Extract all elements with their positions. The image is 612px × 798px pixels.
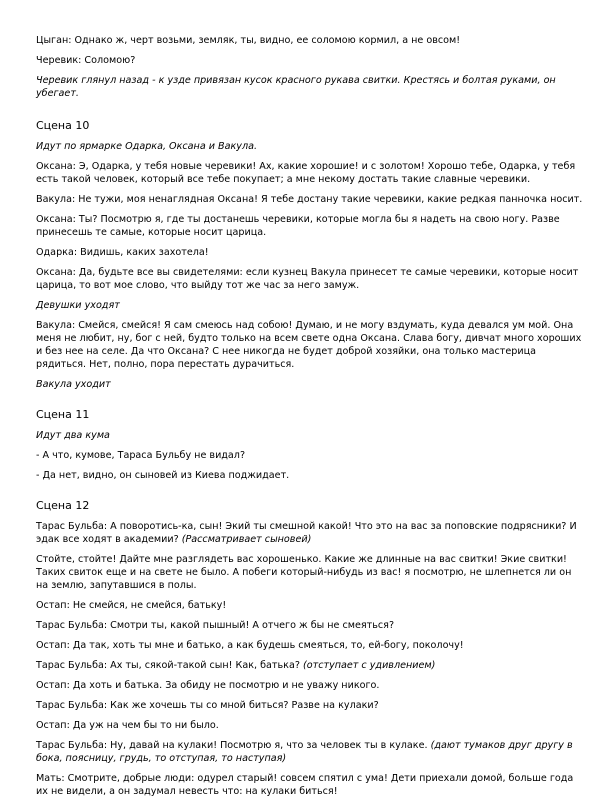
scene-12-heading: Сцена 12 bbox=[36, 499, 90, 512]
dialogue-line bbox=[36, 699, 586, 712]
stage-direction: Идут два кума bbox=[36, 430, 110, 441]
dialogue-line: Оксана: Ты? Посмотрю я, где ты достанешь черевики, которые могла бы я надеть на свою ногу. Разве принесешь те самые, которые носит царица. bbox=[36, 214, 560, 238]
stage-direction: Идут по ярмарке Одарка, Оксана и Вакула. bbox=[36, 141, 258, 152]
block-intro bbox=[36, 34, 586, 100]
dialogue-line: Оксана: Э, Одарка, у тебя новые черевики! Ах, какие хорошие! и с золотом! Хорошо тебе, Одарка, у тебя есть такой человек, который все тебе покупает; а мне некому достать такие славные черевики. bbox=[36, 161, 576, 185]
stage-direction: Черевик глянул назад - к узде привязан кусок красного рукава свитки. Крестясь и болтая руками, он убегает. bbox=[36, 75, 556, 99]
dialogue-line bbox=[36, 619, 586, 632]
dialogue-line bbox=[36, 719, 586, 732]
dialogue-line: Черевик: Соломою? bbox=[36, 55, 136, 66]
dialogue-line bbox=[36, 772, 586, 798]
speech-text: Тарас Бульба: Ах ты, сякой-такой сын! Как, батька? bbox=[36, 660, 303, 671]
dialogue-line bbox=[36, 599, 586, 612]
dialogue-line: Вакула: Смейся, смейся! Я сам смеюсь над собою! Думаю, и не могу вздумать, куда девался ум мой. Она меня не любит, ну, бог с ней, будто только на всем свете одна Оксана. Слава богу, дивчат много хороших и без нее на селе. Да что Оксана? С нее никогда не будет доброй хозяйки, она только мастерица рядиться. Нет, полно, пора перестать дурачиться. bbox=[36, 320, 582, 370]
speech-text: Тарас Бульба: Смотри ты, какой пышный! А отчего ж бы не смеяться? bbox=[36, 620, 395, 631]
dialogue-line bbox=[36, 659, 586, 672]
scene-11-heading: Сцена 11 bbox=[36, 408, 90, 421]
speech-text: Тарас Бульба: Ну, давай на кулаки! Посмотрю я, что за человек ты в кулаке. bbox=[36, 740, 431, 751]
speech-text: Остап: Не смейся, не смейся, батьку! bbox=[36, 600, 227, 611]
scene-10-heading: Сцена 10 bbox=[36, 119, 90, 132]
speech-text: Стойте, стойте! Дайте мне разглядеть вас хорошенько. Какие же длинные на вас свитки! Экие свитки! Таких свиток еще и на свете не было. А побеги который-нибудь из вас! я посмотрю, не шлепнется ли он на землю, запутавшися в полы. bbox=[36, 554, 572, 591]
dialogue-line: - Да нет, видно, он сыновей из Киева поджидает. bbox=[36, 470, 290, 481]
stage-direction: Вакула уходит bbox=[36, 379, 111, 390]
stage-remark: (отступает с удивлением) bbox=[303, 660, 436, 671]
stage-remark: (дают тумаков друг другу в бока, поясницу, грудь, то отступая, то наступая) bbox=[36, 740, 573, 764]
dialogue-line: Оксана: Да, будьте все вы свидетелями: если кузнец Вакула принесет те самые черевики, которые носит царица, то вот мое слово, что выйду тот же час за него замуж. bbox=[36, 267, 579, 291]
speech-text: Тарас Бульба: Как же хочешь ты со мной биться? Разве на кулаки? bbox=[36, 700, 379, 711]
dialogue-line bbox=[36, 739, 586, 765]
scene-12-body bbox=[36, 520, 586, 798]
dialogue-line bbox=[36, 639, 586, 652]
dialogue-line: Вакула: Не тужи, моя ненаглядная Оксана! Я тебе достану такие черевики, какие редкая панночка носит. bbox=[36, 194, 583, 205]
speech-text: Остап: Да уж на чем бы то ни было. bbox=[36, 720, 219, 731]
dialogue-line bbox=[36, 553, 586, 592]
speech-text: Мать: Смотрите, добрые люди: одурел старый! совсем спятил с ума! Дети приехали домой, больше года их не видели, а он задумал невесть что: на кулаки биться! bbox=[36, 773, 574, 797]
stage-remark: (Рассматривает сыновей) bbox=[181, 534, 312, 545]
dialogue-line: Цыган: Однако ж, черт возьми, земляк, ты, видно, ее соломою кормил, а не овсом! bbox=[36, 35, 461, 46]
stage-direction: Девушки уходят bbox=[36, 300, 120, 311]
scene-10-body bbox=[36, 140, 586, 391]
speech-text: Тарас Бульба: А поворотись-ка, сын! Экий ты смешной какой! Что это на вас за поповские подрясники? И эдак все ходят в академии? bbox=[36, 521, 577, 545]
dialogue-line bbox=[36, 679, 586, 692]
dialogue-line: - А что, кумове, Тараса Бульбу не видал? bbox=[36, 450, 246, 461]
speech-text: Остап: Да хоть и батька. За обиду не посмотрю и не уважу никого. bbox=[36, 680, 380, 691]
dialogue-line bbox=[36, 520, 586, 546]
dialogue-line: Одарка: Видишь, каких захотела! bbox=[36, 247, 209, 258]
speech-text: Остап: Да так, хоть ты мне и батько, а как будешь смеяться, то, ей-богу, поколочу! bbox=[36, 640, 464, 651]
scene-11-body bbox=[36, 429, 586, 482]
